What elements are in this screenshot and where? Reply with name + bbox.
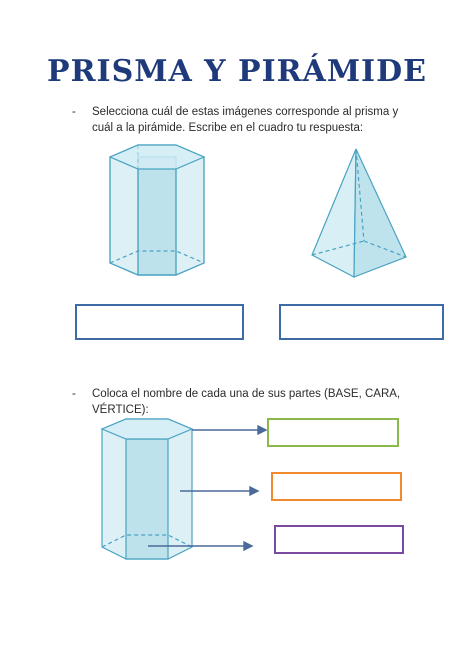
answer-box-pyramid[interactable] [279, 304, 444, 340]
answer-box-part-2[interactable] [271, 472, 402, 501]
answer-box-prism[interactable] [75, 304, 244, 340]
square-pyramid-figure [308, 145, 410, 283]
instruction-1 [72, 104, 402, 136]
hexagonal-prism-labeled-figure [98, 415, 278, 565]
instruction-1-text: Selecciona cuál de estas imágenes corresponde al prisma y cuál a la pirámide. Escribe en el cuadro tu respuesta: [92, 106, 399, 134]
bullet-dash: - [72, 106, 76, 118]
page-title: PRISMA Y PIRÁMIDE [47, 54, 427, 89]
instruction-2-text: Coloca el nombre de cada una de sus partes (BASE, CARA, VÉRTICE): [92, 388, 401, 416]
hexagonal-prism-figure [100, 135, 212, 283]
answer-box-part-3[interactable] [274, 525, 404, 554]
instruction-2 [72, 386, 422, 418]
answer-box-part-1[interactable] [267, 418, 399, 447]
bullet-dash: - [72, 388, 76, 400]
